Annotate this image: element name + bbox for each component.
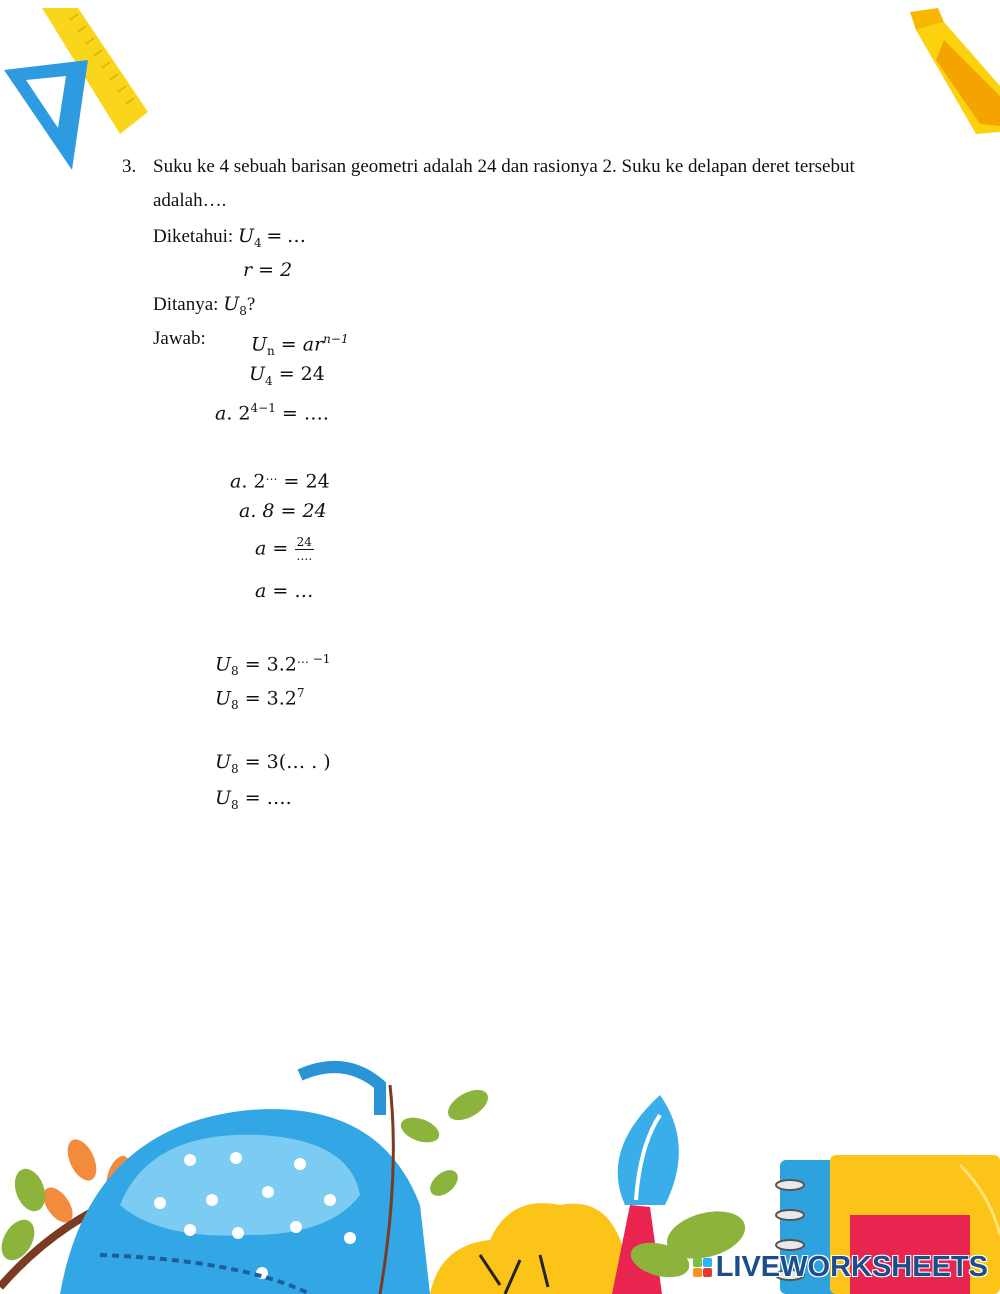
problem-number: 3. [122,156,137,177]
u4-value: = 24 [278,363,325,385]
liveworksheets-logo-icon [693,1258,712,1277]
brand-name: LIVEWORKSHEETS [715,1251,988,1283]
known-ratio: r = 2 [243,259,293,281]
step11-rhs: = …. [244,787,292,809]
step10-line: $U_8$ = 3(… . ) [215,751,331,776]
asked-label: Ditanya: [153,294,219,315]
known-label: Diketahui: [153,226,234,247]
known-u4: $U_4$ [237,225,262,250]
formula-exponent: n−1 [323,332,349,346]
known-u4-blank: … [287,225,307,247]
highlighter-decoration [880,0,1000,140]
step6-fraction [294,536,314,563]
answer-label: Jawab: [153,328,206,349]
step10-rhs: = 3(… . ) [244,751,331,773]
known-section: Diketahui: $U_4$ = … [153,225,307,250]
problem-statement-line2: adalah…. [153,190,227,211]
step8-exponent: … −1 [296,652,331,666]
step6-numerator: 24 [296,535,312,549]
step9-line: $U_8 = 3.2^7$ [215,686,305,713]
step3-blank: = …. [281,402,329,425]
step4-exponent-blank: … [265,469,278,483]
u4-equation: $U_4 = 24$ [249,363,325,388]
formula-line: $U_n = ar^{n-1}$ [251,332,349,359]
step4-line: a. 2… = 24 [230,469,330,493]
step7-line: a = … [255,580,314,602]
step4-rhs: = 24 [283,470,330,493]
step8-base: = 3.2 [244,653,297,676]
liveworksheets-logo [693,1251,988,1284]
formula-rhs: = ar [280,333,324,356]
step6-denominator-blank: …. [296,549,313,563]
step8-line: $U_8 = 3.2^{\dots -1}$ [215,652,331,679]
step5-line: a. 8 = 24 [239,500,327,522]
step3-line: a. $2^{4-1}$ = …. [215,401,329,425]
asked-u8: $U_8$ [223,293,247,318]
step6-line: a = $\frac{24}{\dots.}$ [255,535,313,563]
asked-section: Ditanya: $U_8$? [153,293,256,318]
step9-exponent: 7 [296,686,305,700]
step9-base: = 3.2 [244,687,297,710]
step11-line: $U_8$ = …. [215,787,292,812]
step3-exponent: 4−1 [250,401,276,415]
problem-statement-line1: Suku ke 4 sebuah barisan geometri adalah 24 dan rasionya 2. Suku ke delapan deret tersebut [153,156,855,177]
ruler-triangle-decoration [0,0,160,175]
